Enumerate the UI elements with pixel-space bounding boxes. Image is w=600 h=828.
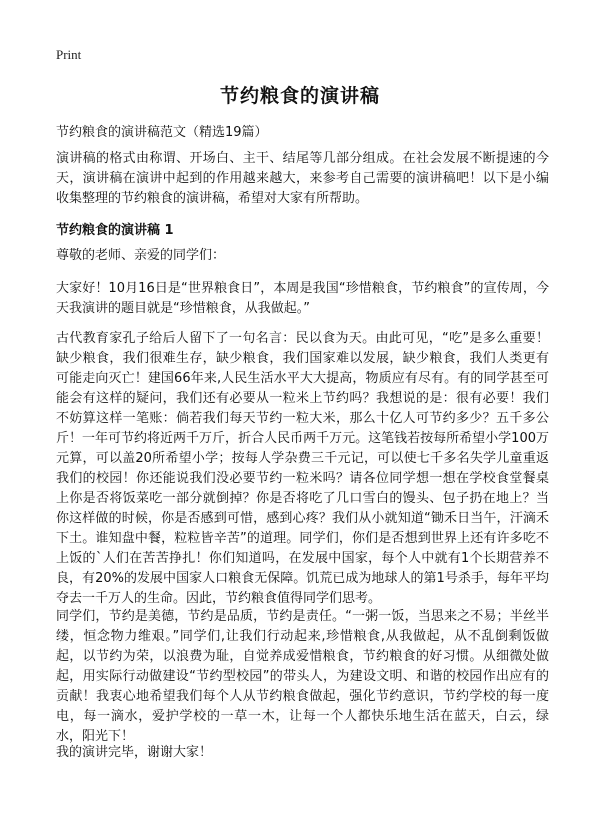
intro-paragraph: 演讲稿的格式由称谓、开场白、主干、结尾等几部分组成。在社会发展不断提速的今天，演讲稿在演讲中起到的作用越来越大，来参考自己需要的演讲稿吧！以下是小编收集整理的节约粮食的演讲稿，希望对大家有所帮助。 — [56, 151, 549, 206]
print-link[interactable]: Print — [56, 47, 82, 62]
closing-line: 我的演讲完毕，谢谢大家！ — [56, 745, 213, 760]
speech-paragraph-2: 古代教育家孔子给后人留下了一句名言：民以食为天。由此可见，“吃”是多么重要！缺少粮食，我们很难生存，缺少粮食，我们国家难以发展，缺少粮食，我们人类更有可能走向灭亡！建国66年来,人民生活水平大大提高，物质应有尽有。有的同学甚至可能会有这样的疑问，我们还有必要从一粒米上节约吗？我想说的是：很有必要！我们不妨算这样一笔账：倘若我们每天节约一粒大米，那么十亿人可节约多少？五千多公斤！一年可节约将近两千万斤，折合人民币两千万元。这笔钱若按每所希望小学100万元算，可以盖20所希望小学；按每人学杂费三千元记，可以使七千多名失学儿童重返我们的校园！你还能说我们没必要节约一粒米吗？请各位同学想一想在学校食堂餐桌上你是否将饭菜吃一部分就倒掉？你是否将吃了几口雪白的馒头、包子扔在地上？当你这样做的时候，你是否感到可惜，感到心疼？我们从小就知道“锄禾日当午，汗滴禾下土。谁知盘中餐，粒粒皆辛苦”的道理。同学们，你们是否想到世界上还有许多吃不上饭的`人们在苦苦挣扎！你们知道吗，在发展中国家，每个人中就有1个长期营养不良，有20%的发展中国家人口粮食无保障。饥荒已成为地球人的第1号杀手，每年平均夺去一千万人的生命。因此，节约粮食值得同学们思考。 — [56, 331, 549, 606]
greeting-line: 尊敬的老师、亲爱的同学们： — [56, 248, 226, 263]
speech-paragraph-3: 同学们，节约是美德，节约是品质，节约是责任。“一粥一饭，当思来之不易；半丝半缕，恒念物力维艰。”同学们,让我们行动起来,珍惜粮食,从我做起，从不乱倒剩饭做起，以节约为荣，以浪费为耻，自觉养成爱惜粮食，节约粮食的好习惯。从细微处做起，用实际行动做建设“节约型校园”的带头人，为建设文明、和谐的校园作出应有的贡献！我衷心地希望我们每个人从节约粮食做起，强化节约意识，节约学校的每一度电，每一滴水，爱护学校的一草一木，让每一个人都快乐地生活在蓝天，白云，绿水，阳光下！ — [56, 609, 549, 744]
document-title: 节约粮食的演讲稿 — [219, 85, 380, 107]
section-heading: 节约粮食的演讲稿 1 — [56, 223, 174, 238]
document-subtitle: 节约粮食的演讲稿范文（精选19篇） — [56, 125, 268, 140]
speech-paragraph-1: 大家好！10月16日是“世界粮食日”，本周是我国“珍惜粮食，节约粮食”的宣传周，今天我演讲的题目就是“珍惜粮食，从我做起。” — [56, 281, 549, 316]
